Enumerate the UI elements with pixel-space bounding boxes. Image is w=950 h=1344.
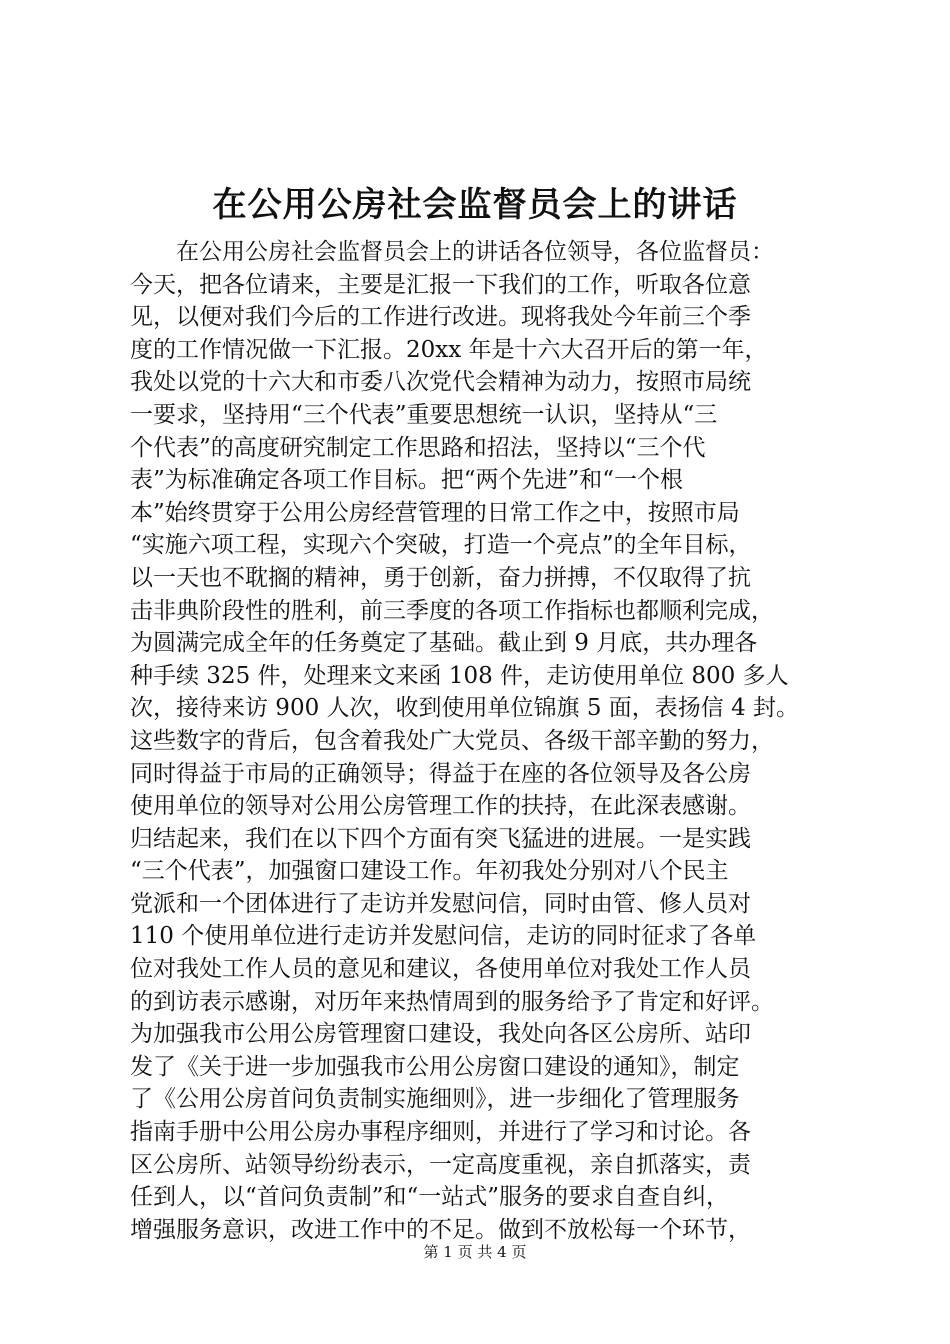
body-line: 我处以党的十六大和市委八次党代会精神为动力，按照市局统 <box>130 369 751 396</box>
body-line: 次，接待来访 900 人次，收到使用单位锦旗 5 面，表扬信 4 封。 <box>130 695 800 722</box>
body-line: 在公用公房社会监督员会上的讲话各位领导，各位监督员： <box>130 239 774 265</box>
body-line: 见，以便对我们今后的工作进行改进。现将我处今年前三个季 <box>130 304 751 331</box>
document-body <box>130 236 845 1246</box>
body-line: 击非典阶段性的胜利，前三季度的各项工作指标也都顺利完成， <box>130 597 774 624</box>
body-line: 一要求，坚持用“三个代表”重要思想统一认识，坚持从“三 <box>130 401 718 428</box>
body-line: 发了《关于进一步加强我市公用公房窗口建设的通知》，制定 <box>130 1053 740 1080</box>
body-line: 党派和一个团体进行了走访并发慰问信，同时由管、修人员对 <box>130 890 751 917</box>
body-line: 度的工作情况做一下汇报。20xx 年是十六大召开后的第一年， <box>130 336 768 363</box>
body-line: 今天，把各位请来，主要是汇报一下我们的工作，听取各位意 <box>130 271 751 298</box>
body-line: 以一天也不耽搁的精神，勇于创新，奋力拼搏，不仅取得了抗 <box>130 564 751 591</box>
body-line: 同时得益于市局的正确领导；得益于在座的各位领导及各公房 <box>130 760 751 787</box>
body-line: 个代表”的高度研究制定工作思路和招法，坚持以“三个代 <box>130 434 706 461</box>
body-line: “三个代表”，加强窗口建设工作。年初我处分别对八个民主 <box>130 858 729 885</box>
document-title: 在公用公房社会监督员会上的讲话 <box>212 185 738 225</box>
body-line: 任到人，以“首问负责制”和“一站式”服务的要求自查自纠， <box>130 1184 730 1211</box>
body-line: 了《公用公房首问负责制实施细则》，进一步细化了管理服务 <box>130 1086 740 1113</box>
body-line: 指南手册中公用公房办事程序细则，并进行了学习和讨论。各 <box>130 1119 751 1146</box>
body-line: 为加强我市公用公房管理窗口建设，我处向各区公房所、站印 <box>130 1021 751 1048</box>
body-line: 区公房所、站领导纷纷表示，一定高度重视，亲自抓落实，责 <box>130 1151 751 1178</box>
body-line: 这些数字的背后，包含着我处广大党员、各级干部辛勤的努力， <box>130 727 774 754</box>
body-line: 110 个使用单位进行走访并发慰问信，走访的同时征求了各单 <box>130 923 757 950</box>
body-line: 归结起来，我们在以下四个方面有突飞猛进的进展。一是实践 <box>130 825 751 852</box>
body-line: 增强服务意识，改进工作中的不足。做到不放松每一个环节， <box>130 1216 751 1243</box>
body-line: 位对我处工作人员的意见和建议，各使用单位对我处工作人员 <box>130 956 751 983</box>
body-line: 本”始终贯穿于公用公房经营管理的日常工作之中，按照市局 <box>130 499 740 526</box>
body-line: 种手续 325 件，处理来文来函 108 件，走访使用单位 800 多人 <box>130 662 789 689</box>
body-line: “实施六项工程，实现六个突破，打造一个亮点”的全年目标， <box>130 532 752 559</box>
body-line: 的到访表示感谢，对历年来热情周到的服务给予了肯定和好评。 <box>130 988 774 1015</box>
page-footer: 第 1 页 共 4 页 <box>423 1243 527 1261</box>
body-line: 使用单位的领导对公用公房管理工作的扶持，在此深表感谢。 <box>130 793 751 820</box>
body-line: 为圆满完成全年的任务奠定了基础。截止到 9 月底，共办理各 <box>130 630 758 657</box>
body-line: 表”为标准确定各项工作目标。把“两个先进”和“一个根 <box>130 467 684 494</box>
